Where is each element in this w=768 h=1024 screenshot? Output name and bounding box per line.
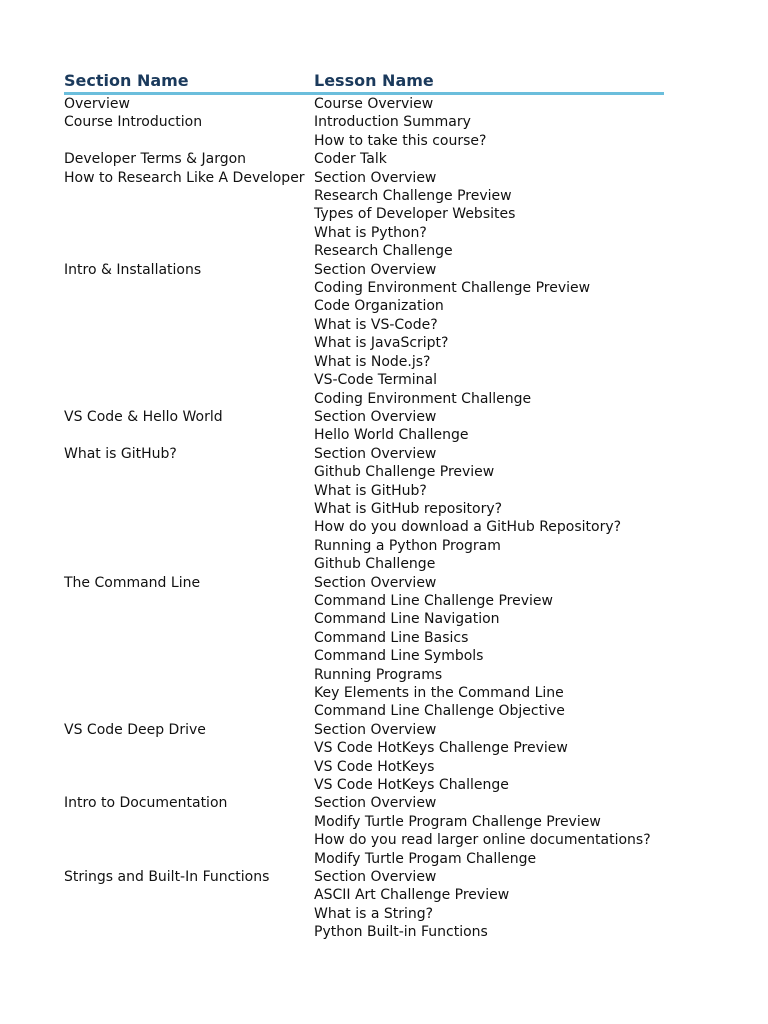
lesson-name: VS Code HotKeys Challenge [314,777,509,794]
lesson-name: Github Challenge Preview [314,464,495,481]
lesson-name: Types of Developer Websites [314,206,516,223]
section-name: What is GitHub? [64,445,177,462]
lesson-name: Command Line Challenge Objective [314,703,565,720]
lesson-name: Research Challenge [314,243,453,260]
lesson-name: Modify Turtle Program Challenge Preview [314,813,601,830]
lesson-name: Command Line Basics [314,629,469,646]
lesson-name: VS Code HotKeys [314,758,435,775]
lesson-name: Section Overview [314,408,437,425]
lesson-name-header: Lesson Name [314,71,434,90]
section-row [64,261,664,408]
lesson-name: Introduction Summary [314,114,471,131]
section-row [64,445,664,574]
lesson-list [314,169,664,261]
section-row [64,408,664,445]
lesson-name: What is GitHub repository? [314,500,503,517]
lesson-name: What is Node.js? [314,353,431,370]
lesson-list [314,794,664,868]
section-name: How to Research Like A Developer [64,169,305,186]
section-row [64,794,664,868]
lesson-name: Command Line Challenge Preview [314,592,553,609]
lesson-name: Key Elements in the Command Line [314,685,564,701]
section-name: VS Code & Hello World [64,408,223,425]
section-row [64,721,664,795]
lesson-name: Hello World Challenge [314,427,469,444]
lesson-name: Section Overview [314,721,437,738]
section-name: The Command Line [64,574,201,591]
section-name: VS Code Deep Drive [64,721,206,738]
lesson-list [314,113,664,150]
lesson-name: Section Overview [314,261,437,278]
lesson-name: Running a Python Program [314,537,501,554]
lesson-name: How do you download a GitHub Repository? [314,519,622,536]
section-name-header: Section Name [64,71,189,90]
section-name: Overview [64,96,130,112]
lesson-name: What is Python? [314,224,427,241]
lesson-name: VS Code HotKeys Challenge Preview [314,740,568,757]
lesson-name: Command Line Symbols [314,648,484,665]
lesson-list [314,150,664,168]
lesson-name: Command Line Navigation [314,611,500,628]
lesson-name: Github Challenge [314,556,436,573]
lesson-name: Modify Turtle Progam Challenge [314,850,537,867]
lesson-name: What is GitHub? [314,482,427,499]
lesson-name: Coder Talk [314,151,387,168]
section-name: Intro to Documentation [64,795,228,812]
lesson-name: Section Overview [314,169,437,186]
lesson-name: Research Challenge Preview [314,188,512,205]
section-row [64,95,664,113]
section-name: Strings and Built-In Functions [64,869,270,886]
lesson-name: Section Overview [314,574,437,591]
lesson-name: Running Programs [314,666,443,683]
lesson-name: What is JavaScript? [314,335,449,352]
lesson-name: VS-Code Terminal [314,372,437,389]
section-row [64,169,664,261]
lesson-name: What is a String? [314,905,434,922]
lesson-name: Code Organization [314,298,444,315]
lesson-list [314,445,664,574]
table-body [64,95,664,942]
lesson-name: What is VS-Code? [314,316,438,333]
lesson-name: Section Overview [314,445,437,462]
lesson-name: How do you read larger online documentations? [314,832,651,849]
section-name: Intro & Installations [64,261,202,278]
section-name: Developer Terms & Jargon [64,151,247,168]
lesson-name: Coding Environment Challenge [314,390,532,407]
lesson-name: How to take this course? [314,132,487,149]
lesson-list [314,261,664,408]
section-row [64,150,664,168]
lesson-name: ASCII Art Challenge Preview [314,887,510,904]
lesson-list [314,868,664,942]
lesson-name: Section Overview [314,869,437,886]
lesson-name: Coding Environment Challenge Preview [314,280,591,297]
lesson-list [314,408,664,445]
section-name: Course Introduction [64,114,203,131]
lesson-name: Python Built-in Functions [314,924,488,941]
section-row [64,574,664,721]
lesson-name: Course Overview [314,96,434,112]
lesson-list [314,721,664,795]
lesson-list [314,95,664,113]
table-header [64,70,664,95]
section-row [64,868,664,942]
lesson-list [314,574,664,721]
section-row [64,113,664,150]
lesson-table [64,70,664,942]
lesson-name: Section Overview [314,795,437,812]
